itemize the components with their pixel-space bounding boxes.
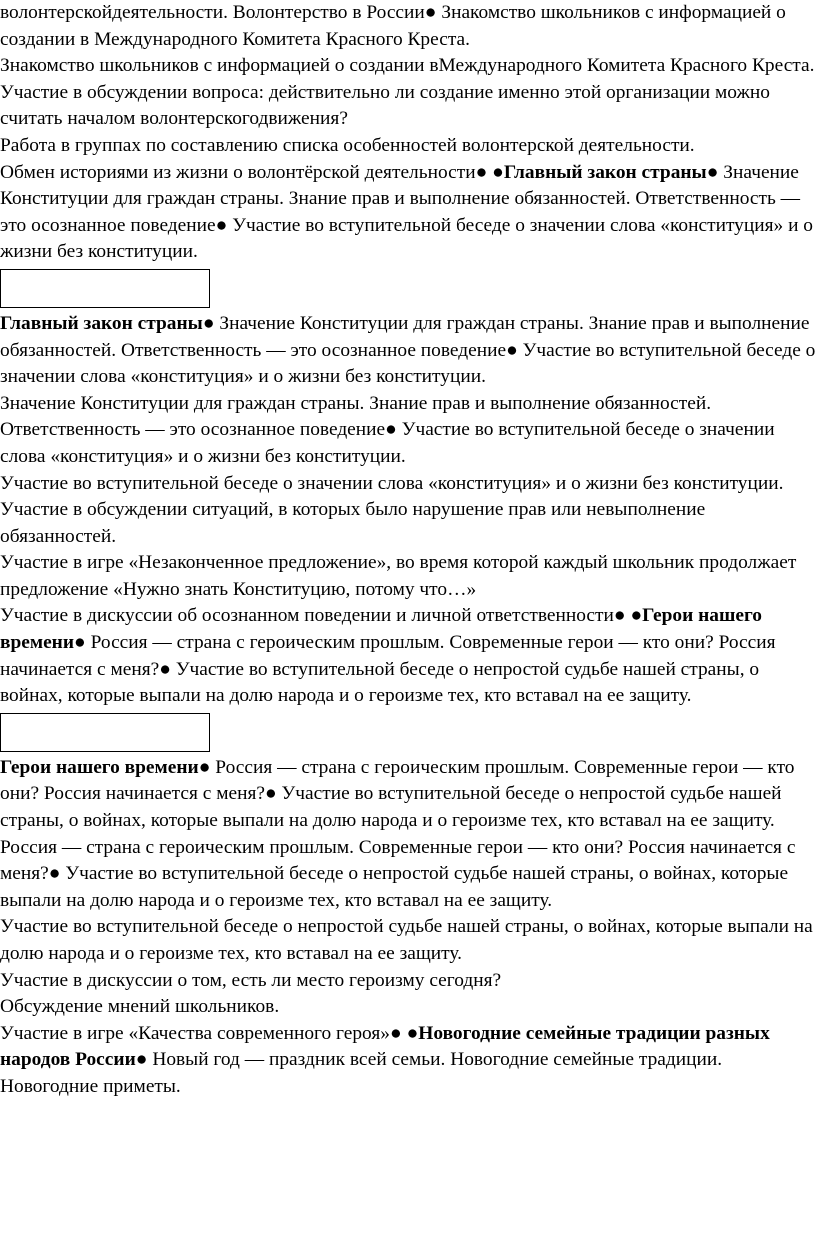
- empty-table-cell: [0, 269, 210, 308]
- paragraph: [0, 1021, 816, 1101]
- empty-table-cell: [0, 713, 210, 752]
- text-run: Участие во вступительной беседе о непростой судьбе нашей страны, о войнах, которые выпали на долю народа и о героизме тех, кто вставал на ее защиту.: [0, 863, 789, 911]
- section-heading: Главный закон страны: [0, 312, 203, 334]
- text-run: Участие во вступительной беседе о значении слова «конституция» и о жизни без конституции.: [0, 339, 816, 388]
- bullet-icon: ●: [48, 863, 61, 885]
- section-heading: Герои нашего времени: [0, 605, 762, 654]
- bullet-icon: ●: [215, 214, 228, 236]
- text-run: Участие во вступительной беседе о значении слова «конституция» и о жизни без конституции.: [0, 419, 775, 467]
- bullet-icon: ●: [506, 339, 518, 361]
- paragraph: [0, 311, 816, 391]
- text-run: Значение Конституции для граждан страны. Знание прав и выполнение обязанностей. Ответственность — это осознанное поведение: [0, 161, 801, 236]
- section-heading: Герои нашего времени: [0, 756, 199, 778]
- paragraph: Участие во вступительной беседе о непростой судьбе нашей страны, о войнах, которые выпали на долю народа и о героизме тех, кто вставал на ее защиту.: [0, 916, 813, 964]
- paragraph: Участие в дискуссии о том, есть ли место героизму сегодня?: [0, 969, 502, 991]
- bullet-icon: ●: [475, 161, 488, 183]
- bullet-icon: ●: [74, 632, 86, 654]
- paragraph: Работа в группах по составлению списка особенностей волонтерской деятельности.: [0, 134, 695, 156]
- text-run: Участие в игре «Качества современного героя»: [0, 1022, 390, 1044]
- bullet-icon: ●: [202, 312, 215, 334]
- bullet-icon: ●: [492, 161, 504, 183]
- paragraph: [0, 0, 816, 53]
- bullet-icon: ●: [630, 605, 643, 627]
- text-run: Участие во вступительной беседе о значении слова «конституция» и о жизни без конституции.: [0, 214, 814, 263]
- text-run: Обмен историями из жизни о волонтёрской деятельности: [0, 161, 476, 183]
- text-run: Значение Конституции для граждан страны. Знание прав и выполнение обязанностей. Ответственность — это осознанное поведение: [0, 312, 810, 361]
- bullet-icon: ●: [135, 1049, 148, 1071]
- bullet-icon: ●: [406, 1022, 419, 1044]
- paragraph: Знакомство школьников с информацией о создании вМеждународного Комитета Красного Креста.: [0, 55, 815, 77]
- text-run: Россия — страна с героическим прошлым. Современные герои — кто они? Россия начинается с меня?: [0, 632, 776, 680]
- bullet-icon: ●: [264, 783, 277, 805]
- text-run: Знакомство школьников с информацией о создании в Международного Комитета Красного Креста.: [0, 2, 786, 50]
- bullet-icon: ●: [390, 1022, 402, 1044]
- text-run: Участие во вступительной беседе о непростой судьбе нашей страны, о войнах, которые выпали на долю народа и о героизме тех, кто вставал на ее защиту.: [0, 783, 782, 832]
- text-run: Новый год — праздник всей семьи. Новогодние семейные традиции. Новогодние приметы.: [0, 1049, 723, 1097]
- bullet-icon: ●: [198, 756, 211, 778]
- bullet-icon: ●: [706, 161, 719, 183]
- text-run: Значение Конституции для граждан страны. Знание прав и выполнение обязанностей. Ответственность — это осознанное поведение: [0, 392, 712, 441]
- bullet-icon: ●: [385, 419, 397, 441]
- paragraph: [0, 835, 816, 915]
- bullet-icon: ●: [613, 605, 626, 627]
- text-run: Участие в дискуссии об осознанном поведении и личной ответственности: [0, 605, 614, 627]
- paragraph: [0, 755, 816, 835]
- text-run: Россия — страна с героическим прошлым. Современные герои — кто они? Россия начинается с меня?: [0, 836, 796, 885]
- section-heading: Главный закон страны: [503, 161, 707, 183]
- bullet-icon: ●: [159, 658, 171, 680]
- paragraph: Участие в обсуждении вопроса: действительно ли создание именно этой организации можно считать началом волонтерскогодвижения?: [0, 81, 770, 130]
- text-run: волонтерскойдеятельности. Волонтерство в России: [0, 2, 425, 23]
- paragraph: Обсуждение мнений школьников.: [0, 996, 280, 1018]
- paragraph: [0, 391, 816, 471]
- section-heading: Новогодние семейные традиции разных народов России: [0, 1022, 770, 1071]
- paragraph: Участие в обсуждении ситуаций, в которых было нарушение прав или невыполнение обязанностей.: [0, 499, 706, 547]
- paragraph: [0, 603, 816, 709]
- paragraph: [0, 160, 816, 266]
- text-run: Участие во вступительной беседе о непростой судьбе нашей страны, о войнах, которые выпали на долю народа и о героизме тех, кто вставал на ее защиту.: [0, 658, 760, 707]
- paragraph: Участие в игре «Незаконченное предложение», во время которой каждый школьник продолжает предложение «Нужно знать Конституцию, потому что…»: [0, 552, 797, 600]
- paragraph: Участие во вступительной беседе о значении слова «конституция» и о жизни без конституции.: [0, 472, 784, 494]
- bullet-icon: ●: [424, 2, 437, 23]
- text-run: Россия — страна с героическим прошлым. Современные герои — кто они? Россия начинается с меня?: [0, 756, 795, 805]
